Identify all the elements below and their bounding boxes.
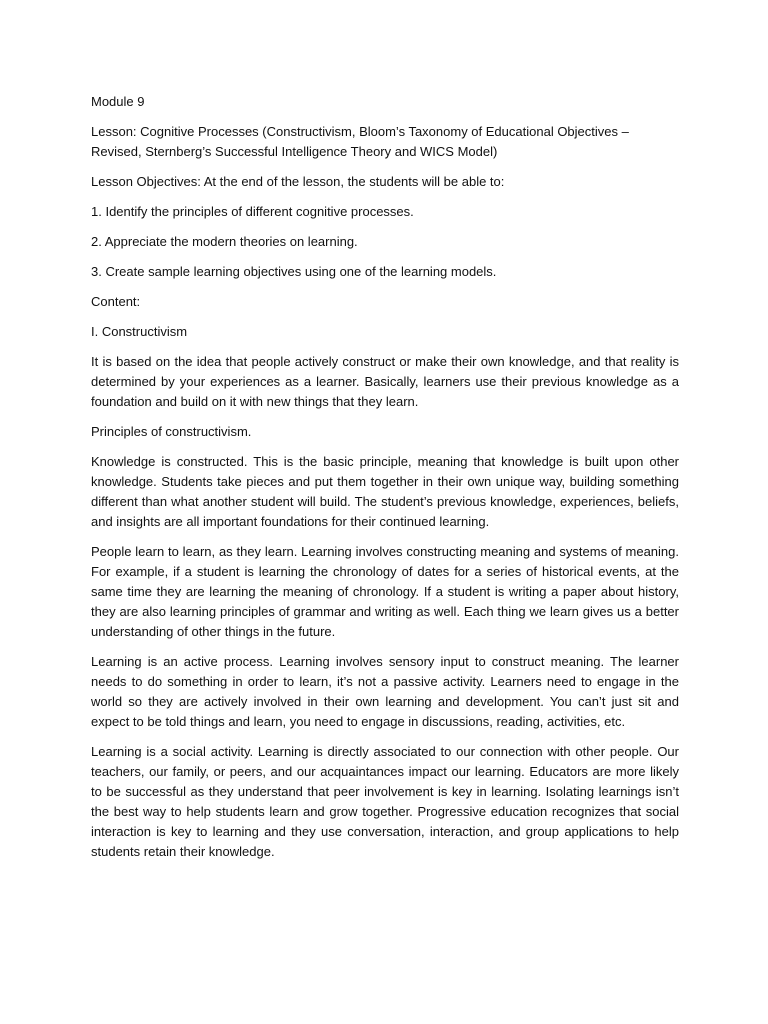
lesson-line [91, 122, 679, 162]
paragraph-active-process: Learning is an active process. Learning involves sensory input to construct meaning. The learner needs to do something in order to learn, it’s not a passive activity. Learners need to engage in the world so they are actively involved in their own learning and development. You can’t just sit and expect to be told things and learn, you need to engage in discussions, reading, activities, etc. [91, 654, 679, 729]
content-label: Content: [91, 294, 141, 309]
section-title: I. Constructivism [91, 324, 188, 339]
objectives-line [91, 172, 679, 192]
lesson-text: Cognitive Processes (Constructivism, Bloom’s Taxonomy of Educational Objectives – Revised, Sternberg’s Successful Intelligence Theory and WICS Model) [91, 124, 629, 159]
objective-item-3: 3. Create sample learning objectives using one of the learning models. [91, 264, 497, 279]
objectives-label: Lesson Objectives: [91, 174, 201, 189]
paragraph-learn-to-learn: People learn to learn, as they learn. Learning involves constructing meaning and systems of meaning. For example, if a student is learning the chronology of dates for a series of historical events, at the same time they are learning the meaning of chronology. If a student is writing a paper about history, they are also learning principles of grammar and writing as well. Each thing we learn gives us a better understanding of other things in the future. [91, 544, 679, 639]
principles-title: Principles of constructivism. [91, 424, 252, 439]
objectives-text: At the end of the lesson, the students will be able to: [203, 174, 505, 189]
paragraph-social-activity: Learning is a social activity. Learning is directly associated to our connection with other people. Our teachers, our family, or peers, and our acquaintances impact our learning. Educators are more likely to be successful as they understand that peer involvement is key in learning. Isolating learnings isn’t the best way to help students learn and grow together. Progressive education recognizes that social interaction is key to learning and they use conversation, interaction, and group applications to help students retain their knowledge. [91, 744, 679, 859]
objective-item-1: 1. Identify the principles of different cognitive processes. [91, 204, 414, 219]
document-page [91, 92, 679, 872]
objective-item-2: 2. Appreciate the modern theories on learning. [91, 234, 358, 249]
module-title: Module 9 [91, 94, 145, 109]
lesson-label: Lesson: [91, 124, 137, 139]
paragraph-knowledge-constructed: Knowledge is constructed. This is the basic principle, meaning that knowledge is built upon other knowledge. Students take pieces and put them together in their own unique way, building something different than what another student will build. The student’s previous knowledge, experiences, beliefs, and insights are all important foundations for their continued learning. [91, 454, 679, 529]
intro-paragraph: It is based on the idea that people actively construct or make their own knowledge, and that reality is determined by your experiences as a learner. Basically, learners use their previous knowledge as a foundation and build on it with new things that they learn. [91, 354, 679, 409]
